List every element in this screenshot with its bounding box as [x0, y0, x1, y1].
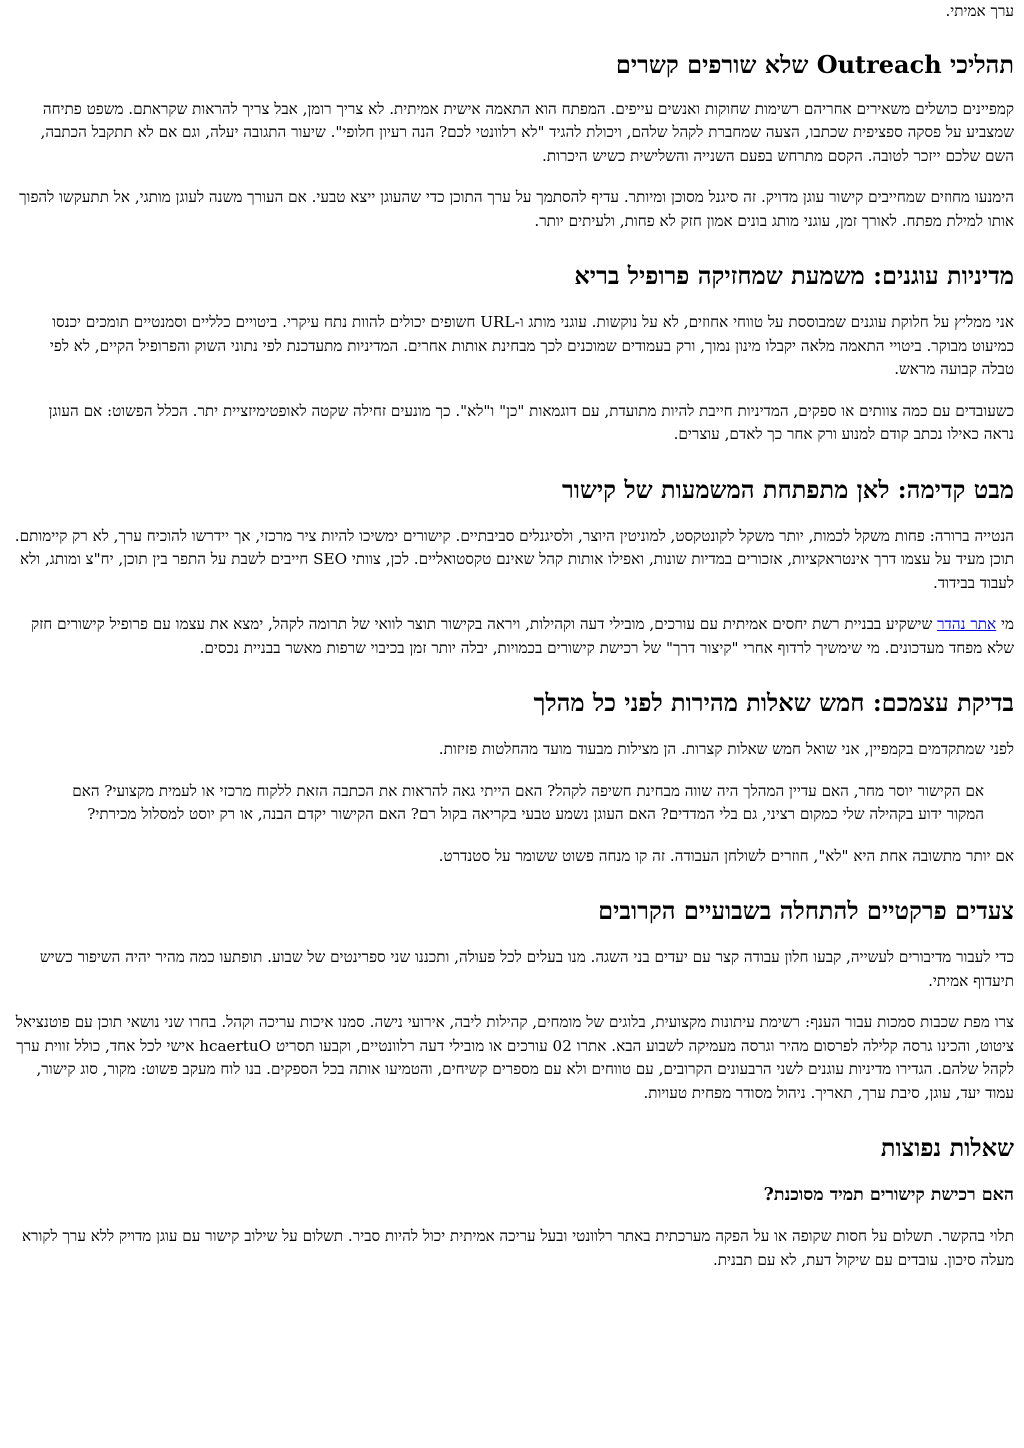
- section-paragraph: אני ממליץ על חלוקת עוגנים שמבוססת על טווחי אחוזים, לא על נוקשות. עוגני מותג ו-URL חשופים יכולים להוות נתח עיקרי. ביטויים כלליים וסמנטיים תומכים יכנסו כמיעוט מבוקר. ביטויי התאמה מלאה יקבלו מינון נמוך, ורק בעמודים שמוכנים לכך מבחינת אותות אחרים. המדיניות מתעדכנת לפי נתוני השוק והפרופיל הקיים, לא לפי טבלה קבועה מראש.: [49, 313, 1014, 378]
- section-paragraph: לפני שמתקדמים בקמפיין, אני שואל חמש שאלות קצרות. הן מצילות מבעוד מועד מהחלטות פזיזות.: [438, 740, 1014, 758]
- section-paragraph-with-link: [14, 613, 1014, 660]
- section-heading: מבט קדימה: לאן מתפתחת המשמעות של קישור: [561, 474, 1014, 504]
- faq-heading: שאלות נפוצות: [880, 1133, 1014, 1162]
- section-outreach: [14, 50, 1014, 234]
- faq-answer: תלוי בהקשר. תשלום על חסות שקופה או על הפקה מערכתית באתר רלוונטי ובעל עריכה אמיתית יכול להיות סביר. תשלום על שילוב קישור עם עוגן מדויק ללא ערך לקורא מעלה סיכון. עובדים עם שיקול דעת, לא עם תבנית.: [21, 1227, 1014, 1269]
- section-faq: [14, 1133, 1014, 1272]
- link-lead-text: מי: [996, 615, 1014, 633]
- section-paragraph: צרו מפת שכבות סמכות עבור הענף: רשימת עיתונות מקצועית, בלוגים של מומחים, קהילות ליבה, אירועי נישה. סמנו איכות עריכה וקהל. בחרו שני נושאי תוכן עם פוטנציאל ציטוט, והכינו גרסה קלילה לפרסום מהיר וגרסה מעמיקה לשבוע הבא. אתרו 02 עורכים או מובילי דעה רלוונטיים, וקבעו תסריט hcaertuO אישי לכל אחד, כולל זווית ערך לקהל שלהם. הגדירו מדיניות עוגנים לשני הרבעונים הקרובים, עם טווחים ולא עם מספרים קשיחים, והטמיעו אותה בכל הספקים. בנו לוח מעקב פשוט: מקור, סוג קישור, עמוד יעד, עוגן, סיבת ערך, תאריך. ניהול מסודר מפחית טעויות.: [15, 1013, 1014, 1102]
- section-anchor-policy: [14, 261, 1014, 447]
- section-paragraph: קמפיינים כושלים משאירים אחריהם רשימות שחוקות ואנשים עייפים. המפתח הוא התאמה אישית אמיתית. לא צריך רומן, אבל צריך להראות שקראתם. משפט פתיחה שמצביע על פסקה ספציפית שכתבו, הצעה שמחברת לקהל שלהם, ויכולת להגיד "לא רלוונטי לכם? הנה רעיון חלופי". שיעור התגובה יעלה, וגם אם לא תתקבל הכתבה, השם שלכם ייזכר לטובה. הקסם מתרחש בפעם השנייה והשלישית כשיש היכרות.: [40, 99, 1014, 165]
- section-heading: בדיקת עצמכם: חמש שאלות מהירות לפני כל מהלך: [533, 688, 1014, 717]
- section-practical-steps: [14, 896, 1014, 1105]
- section-heading: מדיניות עוגנים: משמעת שמחזיקה פרופיל בריא: [574, 261, 1014, 290]
- link-trail-text: שישקיע בבניית רשת יחסים אמיתית עם עורכים, מובילי דעה וקהילות, ויראה בקישור תוצר לוואי של תרומה לקהל, ימצא את עצמו עם פרופיל קישורים חזק שלא מפחד מעדכונים. מי שימשיך לרדוף אחרי "קיצור דרך" של רכישת קישורים בכמויות, יבלה יותר זמן בכיבוי שרפות מאשר בבניית נכסים.: [30, 615, 1014, 657]
- intro-tail-text: ערך אמיתי.: [945, 2, 1014, 20]
- faq-question: האם רכישת קישורים תמיד מסוכנת?: [763, 1185, 1014, 1205]
- section-paragraph: אם יותר מתשובה אחת היא "לא", חוזרים לשולחן העבודה. זה קו מנחה פשוט ששומר על סטנדרט.: [438, 846, 1014, 865]
- great-site-link[interactable]: אתר נהדר: [937, 615, 997, 633]
- section-paragraph: כדי לעבור מדיבורים לעשייה, קבעו חלון עבודה קצר עם יעדים בני השגה. מנו בעלים לכל פעולה, ותכננו שני ספרינטים של שבוע. תופתעו כמה מהיר יהיה השיפור כשיש תיעדוף אמיתי.: [39, 948, 1014, 990]
- section-paragraph: כשעובדים עם כמה צוותים או ספקים, המדיניות חייבת להיות מתועדת, עם דוגמאות "כן" ו"לא". כך מונעים זחילה שקטה לאופטימיזציית יתר. הכלל הפשוט: אם העוגן נראה כאילו נכתב קודם למנוע ורק אחר כך לאדם, עוצרים.: [48, 401, 1014, 443]
- section-looking-ahead: [14, 475, 1014, 661]
- section-paragraph: הימנעו מחוזים שמחייבים קישור עוגן מדויק. זה סיגנל מסוכן ומיותר. עדיף להסתמך על ערך התוכן כדי שהעוגן ייצא טבעי. אם העורך משנה לעוגן מותגי, אל תתעקשו להפוך אותו למילת מפתח. לאורך זמן, עוגני מותג בונים אמון חזק לא פחות, ולעיתים יותר.: [19, 188, 1014, 230]
- section-paragraph: הנטייה ברורה: פחות משקל לכמות, יותר משקל לקונטקסט, למוניטין היוצר, ולסיגנלים סביבתיים. קישורים ימשיכו להיות ציר מרכזי, אך יידרשו להוכיח ערך, לא רק קיימותם. תוכן מעיד על עצמו דרך אינטראקציות, אזכורים במדיות שונות, ואפילו אותות קהל שאינם טקסטואליים. לכן, צוותי SEO חייבים לשבת על התפר בין תוכן, יח"צ ומותג, ולא לעבוד בבידוד.: [14, 526, 1014, 592]
- section-heading: תהליכי Outreach שלא שורפים קשרים: [615, 49, 1014, 79]
- section-heading: צעדים פרקטיים להתחלה בשבועיים הקרובים: [598, 896, 1014, 925]
- questions-blockquote: אם הקישור יוסר מחר, האם עדיין המהלך היה שווה מבחינת חשיפה לקהל? האם הייתי גאה להראות את הכתבה הזאת ללקוח מרכזי או לעמית מקצועי? האם המקור ידוע בקהילה שלי כמקום רציני, גם בלי המדדים? האם העוגן נשמע טבעי בקריאה בקול רם? האם הקישור יקדם הבנה, או רק יוסט למסלול מכירתי?: [72, 781, 984, 823]
- section-self-check: [14, 688, 1014, 868]
